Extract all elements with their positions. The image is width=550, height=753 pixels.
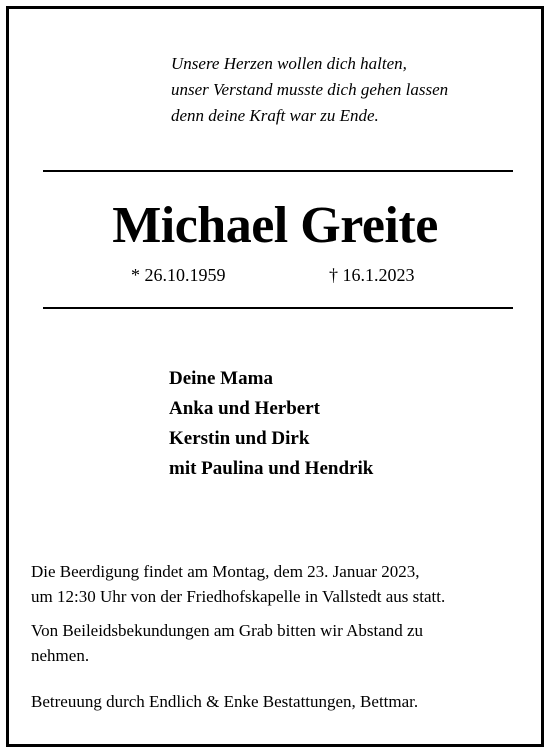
poem-line: denn deine Kraft war zu Ende. [171,106,379,125]
info-line: um 12:30 Uhr von der Friedhofskapelle in Vallstedt aus statt. [31,587,446,606]
info-line: Betreuung durch Endlich & Enke Bestattungen, Bettmar. [31,692,419,711]
funeral-home-paragraph [31,689,531,714]
info-line: nehmen. [31,646,90,665]
mourner-line: Anka und Herbert [169,398,320,419]
deceased-name: Michael Greite [112,197,438,254]
bottom-divider [43,307,513,309]
obituary-notice [6,6,544,747]
mourner-line: Deine Mama [169,368,273,389]
mourners-list [169,364,373,484]
top-divider [43,170,513,172]
poem-line: Unsere Herzen wollen dich halten, [171,54,407,73]
info-line: Von Beileidsbekundungen am Grab bitten wir Abstand zu [31,621,424,640]
poem-verse [171,51,531,129]
info-line: Die Beerdigung findet am Montag, dem 23. Januar 2023, [31,562,420,581]
condolence-request-paragraph [31,618,531,668]
poem-line: unser Verstand musste dich gehen lassen [171,80,449,99]
birth-date: * 26.10.1959 [131,265,226,285]
mourner-line: Kerstin und Dirk [169,428,310,449]
mourner-line: mit Paulina und Hendrik [169,458,374,479]
death-date: † 16.1.2023 [329,265,415,285]
funeral-date-paragraph [31,559,531,609]
